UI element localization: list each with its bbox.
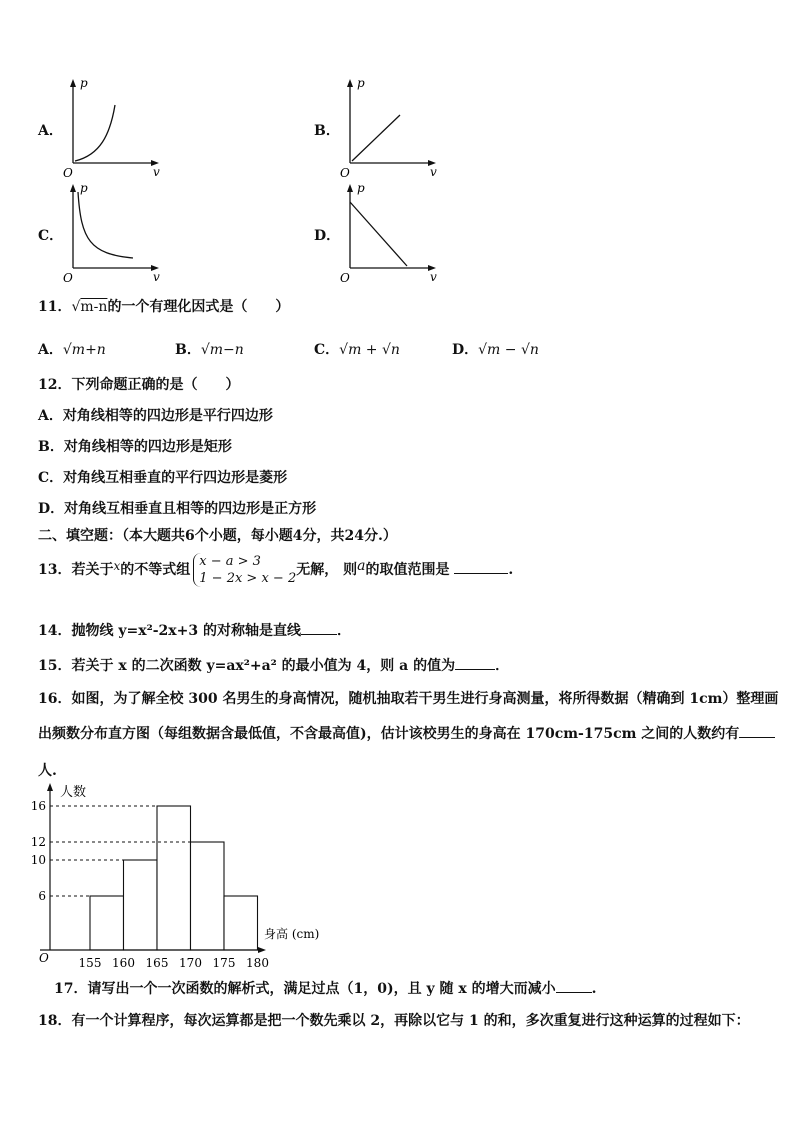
graph-d-line	[350, 202, 407, 266]
graph-b-line	[352, 115, 400, 161]
inequality-2: 1 − 2x > x − 2	[199, 571, 297, 586]
histogram-bar-155-160	[90, 896, 124, 950]
graph-d-p-label: p	[357, 181, 365, 195]
section-2-heading: 二、填空题：（本大题共6个小题，每小题4分，共24分.）	[38, 528, 397, 544]
question-16-line-1: 16．如图，为了解全校 300 名男生的身高情况，随机抽取若干男生进行身高测量，将所得数据（精确到 1cm）整理画	[38, 691, 779, 707]
histogram-y-tick-6: 6	[38, 889, 46, 903]
histogram-x-tick-165: 165	[145, 956, 169, 970]
histogram-bar-170-175	[191, 842, 225, 950]
graph-b-origin: O	[340, 166, 350, 180]
question-12-option-d: D．对角线互相垂直且相等的四边形是正方形	[38, 501, 317, 517]
question-13-var-x: x	[113, 559, 121, 573]
question-11-option-c: C．√m + √n	[314, 342, 400, 358]
histogram-x-tick-170: 170	[179, 956, 202, 970]
question-13: 13．若关于x的不等式组x − a > 3 1 − 2x > x − 2无解， 则a的取值范围是 .	[38, 554, 514, 586]
question-18: 18．有一个计算程序，每次运算都是把一个数先乘以 2，再除以它与 1 的和，多次重复进行这种运算的过程如下：	[38, 1013, 750, 1029]
histogram-x-arrow	[258, 947, 266, 953]
graph-option-b-label: B．	[314, 123, 340, 139]
question-17-answer-blank[interactable]	[556, 980, 592, 993]
histogram-x-tick-175: 175	[212, 956, 236, 970]
graph-c-v-label: v	[153, 270, 160, 284]
histogram-x-tick-160: 160	[112, 956, 135, 970]
histogram-bar-165-170	[157, 806, 191, 950]
graph-a-v-label: v	[153, 165, 160, 179]
height-histogram	[30, 780, 350, 975]
histogram-bar-175-180	[224, 896, 258, 950]
question-11-option-b-math: √m−n	[200, 342, 244, 358]
histogram-x-tick-180: 180	[246, 956, 269, 970]
inequality-system	[193, 553, 296, 587]
graph-a-p-label: p	[80, 76, 88, 90]
question-11-option-d: D．√m − √n	[452, 342, 539, 358]
question-11-radicand: m-n	[80, 299, 108, 315]
question-15-answer-blank[interactable]	[455, 657, 495, 670]
histogram-x-label: 身高 (cm)	[264, 927, 320, 941]
histogram-origin: O	[39, 951, 49, 965]
question-13-var-a: a	[357, 558, 366, 574]
graph-c-curve	[78, 192, 133, 258]
question-16-line-3: 人.	[38, 763, 57, 779]
question-11-option-d-math: √m − √n	[478, 342, 539, 358]
graph-a	[55, 75, 170, 180]
histogram-y-tick-10: 10	[30, 853, 46, 867]
histogram-y-arrow	[47, 783, 53, 791]
histogram-y-tick-16: 16	[30, 799, 46, 813]
graph-d	[332, 180, 447, 285]
question-11-text: 的一个有理化因式是（ ）	[107, 299, 290, 315]
question-12-stem: 12．下列命题正确的是（ ）	[38, 377, 240, 393]
graph-b-v-label: v	[430, 165, 437, 179]
histogram-x-tick-155: 155	[78, 956, 102, 970]
question-11-number: 11．	[38, 299, 72, 315]
question-15: 15．若关于 x 的二次函数 y=ax²+a² 的最小值为 4，则 a 的值为 ．	[38, 658, 510, 674]
graph-option-a-label: A．	[38, 123, 63, 139]
question-13-answer-blank[interactable]	[454, 561, 508, 574]
graph-option-c-label: C．	[38, 228, 64, 244]
histogram-bar-160-165	[124, 860, 158, 950]
graph-option-d-label: D．	[314, 228, 341, 244]
histogram-y-tick-12: 12	[30, 835, 46, 849]
graph-a-origin: O	[63, 166, 73, 180]
question-11-option-b: B．√m−n	[175, 342, 244, 358]
question-11-option-c-math: √m + √n	[339, 342, 400, 358]
question-14-answer-blank[interactable]	[301, 622, 337, 635]
inequality-1: x − a > 3	[199, 554, 261, 569]
question-14: 14．抛物线 y=x²-2x+3 的对称轴是直线 ．	[38, 623, 351, 639]
question-11-option-a-math: √m+n	[62, 342, 106, 358]
question-16-answer-blank[interactable]	[739, 725, 775, 738]
question-17: 17．请写出一个一次函数的解析式，满足过点（1，0)，且 y 随 x 的增大而减小 .	[54, 981, 597, 997]
graph-a-curve	[75, 105, 115, 161]
question-12-option-a: A．对角线相等的四边形是平行四边形	[38, 408, 273, 424]
question-11-option-a: A．√m+n	[38, 342, 106, 358]
question-16-line-2: 出频数分布直方图（每组数据含最低值，不含最高值)，估计该校男生的身高在 170cm-175cm 之间的人数约有	[38, 723, 775, 743]
graph-d-origin: O	[340, 271, 350, 285]
histogram-y-label: 人数	[60, 785, 87, 800]
graph-c-p-label: p	[80, 181, 88, 195]
graph-c	[55, 180, 170, 285]
graph-b	[332, 75, 447, 180]
question-12-option-c: C．对角线互相垂直的平行四边形是菱形	[38, 470, 288, 486]
question-12-option-b: B．对角线相等的四边形是矩形	[38, 439, 232, 455]
graph-b-p-label: p	[357, 76, 365, 90]
graph-c-origin: O	[63, 271, 73, 285]
graph-d-v-label: v	[430, 270, 437, 284]
question-11-stem: 11．√m-n的一个有理化因式是（ ）	[38, 299, 290, 315]
